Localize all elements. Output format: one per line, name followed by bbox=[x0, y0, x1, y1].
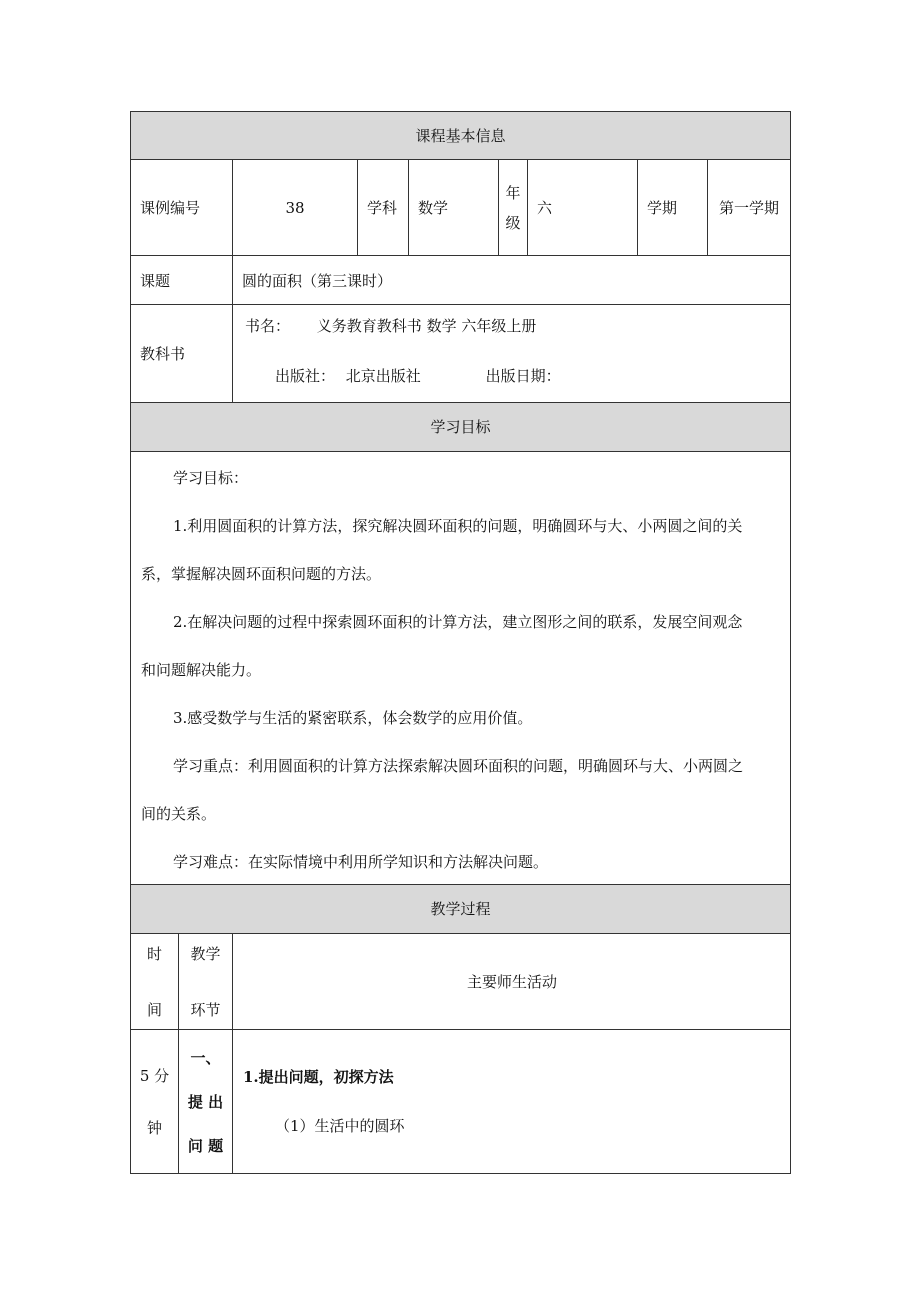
objective-3: 3.感受数学与生活的紧密联系，体会数学的应用价值。 bbox=[173, 709, 533, 727]
col-time bbox=[131, 934, 178, 1029]
topic-value bbox=[232, 256, 791, 304]
course-no-value bbox=[232, 160, 357, 255]
grade-label-line1: 年 bbox=[505, 183, 521, 202]
objective-1-line1: 1.利用圆面积的计算方法，探究解决圆环面积的问题，明确圆环与大、小两圆之间的关 bbox=[173, 517, 743, 535]
textbook-label-text: 教科书 bbox=[140, 345, 186, 363]
focus-line2: 间的关系。 bbox=[141, 805, 217, 823]
publisher-value: 北京出版社 bbox=[345, 367, 421, 385]
process-column-headers bbox=[130, 934, 791, 1030]
grade-label-line2: 级 bbox=[505, 213, 521, 232]
col-activity bbox=[232, 934, 791, 1029]
term-label-text: 学期 bbox=[647, 199, 678, 217]
process-row-1 bbox=[130, 1030, 791, 1174]
objective-2-line2: 和问题解决能力。 bbox=[141, 661, 262, 679]
grade-label bbox=[498, 160, 527, 255]
activity-title: 1.提出问题，初探方法 bbox=[243, 1068, 394, 1086]
term-label bbox=[637, 160, 707, 255]
topic-row bbox=[130, 256, 791, 305]
subject-value-text: 数学 bbox=[418, 199, 449, 217]
difficulty: 学习难点：在实际情境中利用所学知识和方法解决问题。 bbox=[173, 853, 549, 871]
process-header bbox=[130, 885, 791, 934]
textbook-details bbox=[232, 305, 791, 402]
process-header-text: 教学过程 bbox=[430, 900, 491, 918]
col-stage-line1: 教学 bbox=[190, 944, 221, 963]
term-value bbox=[707, 160, 791, 255]
process-row-1-stage-line1: 一、 bbox=[190, 1048, 221, 1067]
lesson-plan-table bbox=[130, 111, 791, 1174]
process-row-1-time-line2: 钟 bbox=[146, 1118, 162, 1137]
grade-value-text: 六 bbox=[537, 199, 553, 217]
col-stage bbox=[178, 934, 232, 1029]
process-row-1-stage bbox=[178, 1030, 232, 1173]
process-row-1-stage-line2: 提 出 bbox=[187, 1092, 224, 1111]
course-no-label bbox=[131, 160, 232, 255]
basic-info-header bbox=[130, 111, 791, 160]
process-row-1-time bbox=[131, 1030, 178, 1173]
grade-value bbox=[527, 160, 637, 255]
process-row-1-time-line1: 5 分 bbox=[139, 1066, 170, 1085]
basic-info-header-text: 课程基本信息 bbox=[415, 127, 506, 145]
objectives-header-text: 学习目标 bbox=[430, 418, 491, 436]
info-row-1 bbox=[130, 160, 791, 256]
term-value-text: 第一学期 bbox=[719, 199, 780, 217]
focus-line1: 学习重点：利用圆面积的计算方法探索解决圆环面积的问题，明确圆环与大、小两圆之 bbox=[173, 757, 744, 775]
book-name-value: 义务教育教科书 数学 六年级上册 bbox=[316, 317, 537, 335]
col-stage-line2: 环节 bbox=[190, 1000, 221, 1019]
objectives-header bbox=[130, 403, 791, 452]
col-activity-text: 主要师生活动 bbox=[466, 973, 557, 991]
activity-sub: （1）生活中的圆环 bbox=[275, 1117, 405, 1135]
objective-2-line1: 2.在解决问题的过程中探索圆环面积的计算方法，建立图形之间的联系，发展空间观念 bbox=[173, 613, 743, 631]
course-no-value-text: 38 bbox=[285, 198, 305, 217]
subject-label-text: 学科 bbox=[367, 199, 398, 217]
course-no-label-text: 课例编号 bbox=[140, 199, 201, 217]
process-row-1-stage-line3: 问 题 bbox=[187, 1136, 224, 1155]
col-time-line2: 间 bbox=[146, 1000, 162, 1019]
textbook-label bbox=[131, 305, 232, 402]
publisher-label: 出版社： bbox=[275, 367, 336, 385]
objectives-content bbox=[130, 452, 791, 885]
objectives-intro: 学习目标： bbox=[173, 469, 249, 487]
objective-1-line2: 系，掌握解决圆环面积问题的方法。 bbox=[141, 565, 382, 583]
topic-label bbox=[131, 256, 232, 304]
book-name-label: 书名： bbox=[245, 317, 291, 335]
pub-date-label: 出版日期： bbox=[485, 367, 561, 385]
process-row-1-activity bbox=[232, 1030, 791, 1173]
topic-label-text: 课题 bbox=[140, 271, 171, 290]
topic-value-text: 圆的面积（第三课时） bbox=[242, 271, 393, 290]
col-time-line1: 时 bbox=[146, 944, 162, 963]
textbook-row bbox=[130, 305, 791, 403]
subject-value bbox=[408, 160, 498, 255]
subject-label bbox=[357, 160, 408, 255]
